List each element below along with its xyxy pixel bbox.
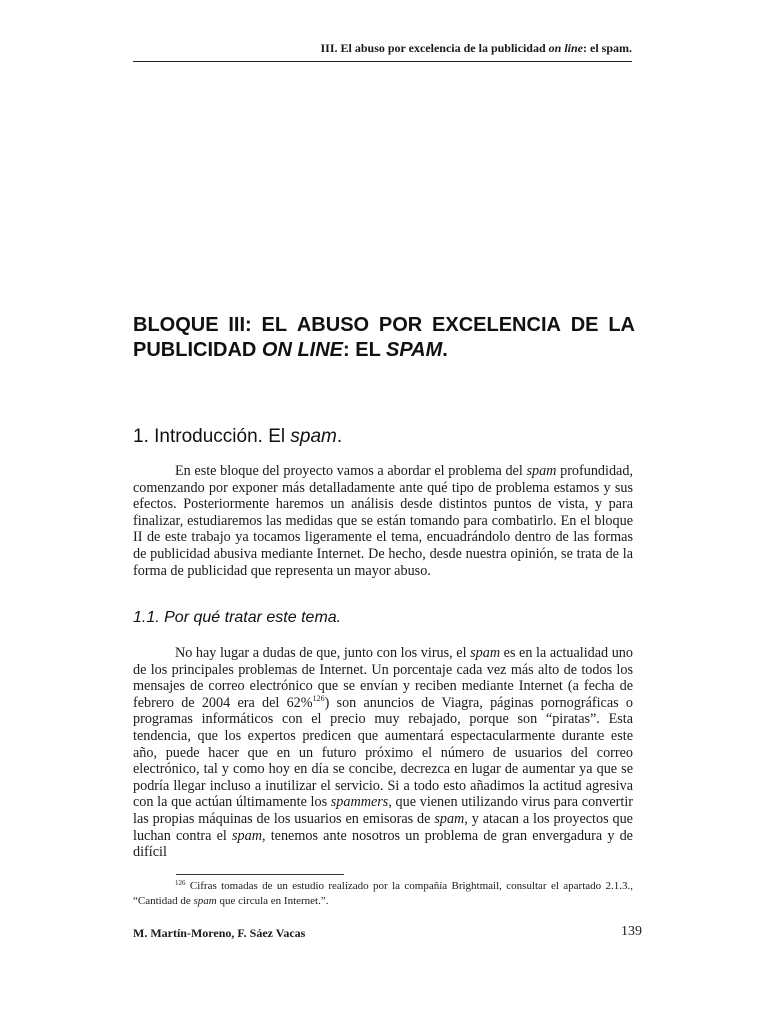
paragraph-italic: spam (232, 827, 262, 844)
footnote-text: que circula en Internet.”. (216, 895, 329, 907)
paragraph-italic: spam (434, 810, 465, 827)
block-title-text: . (442, 339, 448, 361)
paragraph-text: No hay lugar a dudas de que, junto con los virus, el (175, 645, 471, 661)
footnote-number: 126 (175, 879, 186, 887)
body-paragraph (133, 645, 633, 861)
paragraph-text: es en la actualidad uno de los principales problemas de Internet. Un porcentaje cada vez más alto de todos los mensajes de correo electrónico que se envían y reciben mediante Internet (a fecha de febrero de 2004 era del 62% (133, 645, 633, 711)
block-title-word: BLOQUE (133, 314, 219, 336)
paragraph-text: ) son anuncios de Viagra, páginas pornográficas o programas informáticos con el precio muy rebajado, porque son “piratas”. Esta tendencia, que los expertos predicen que aumentará espectacularmente durante este año, puede hacer que en un futuro próximo el número de usuarios del correo electrónico, tal y como hoy en día se concibe, decrezca en lugar de aumentar ya que se podría llegar incluso a inutilizar el servicio. Si a todo esto añadimos la actitud agresiva con la que actúan últimamente los (133, 694, 633, 811)
paragraph-text: , y atacan a los proyectos que luchan contra el (133, 810, 633, 844)
block-title-word: POR (378, 314, 423, 336)
block-title-italic: ON LINE (261, 339, 344, 361)
running-header (133, 40, 632, 56)
footnote (133, 879, 633, 909)
header-rule (133, 61, 632, 62)
block-title-word: EXCELENCIA (432, 314, 561, 336)
section-heading-italic: spam (290, 426, 337, 447)
paragraph-italic: spam (470, 645, 501, 661)
block-title-word: EL (261, 314, 288, 336)
paragraph-text: En este bloque del proyecto vamos a abordar el problema del (175, 463, 527, 479)
paragraph-text: , que vienen utilizando virus para convertir las propias máquinas de los usuarios en emisoras de (133, 794, 633, 827)
running-header-suffix: : el spam. (583, 41, 632, 55)
block-title-line1 (133, 313, 635, 338)
section-heading-text: 1. Introducción. El (133, 426, 291, 447)
block-title-text: PUBLICIDAD (133, 339, 262, 361)
subsection-heading: 1.1. Por qué tratar este tema. (133, 609, 342, 626)
block-title-word: DE (570, 314, 599, 336)
paragraph-text: profundidad, comenzando por exponer más detalladamente ante qué tipo de problema estamos y sus efectos. Posteriormente haremos un análisis desde distintos puntos de vista, y para finalizar, estudiaremos las medidas que se están tomando para combatirlo. En el bloque II de este trabajo ya tocamos ligeramente el tema, encuadrándolo dentro de las formas de publicidad abusiva mediante Internet. De hecho, desde nuestra opinión, se trata de la forma de publicidad que representa un mayor abuso. (133, 463, 633, 579)
footnote-rule (176, 874, 344, 875)
footnote-reference[interactable]: 126 (312, 693, 325, 703)
paragraph-italic: spam (526, 463, 557, 479)
section-heading-suffix: . (336, 426, 343, 447)
intro-paragraph (133, 463, 633, 579)
block-title-italic: SPAM (385, 339, 443, 361)
paragraph-italic: spammers (330, 794, 389, 811)
page-number: 139 (621, 924, 642, 939)
footnote-italic: spam (193, 895, 217, 907)
section-heading (133, 425, 633, 449)
paragraph-text: , tenemos ante nosotros un problema de gran envergadura y de difícil (133, 827, 633, 861)
block-title (133, 313, 635, 363)
footer-authors: M. Martín-Moreno, F. Sáez Vacas (133, 926, 306, 940)
block-title-text: : EL (343, 339, 386, 361)
footnote-text: Cifras tomadas de un estudio realizado por la compañía Brightmail, consultar el apartado 2.1.3., “Cantidad de (133, 880, 633, 907)
block-title-word: LA (608, 314, 635, 336)
block-title-word: III: (228, 314, 252, 336)
block-title-word: ABUSO (296, 314, 370, 336)
running-header-italic: on line (548, 41, 583, 55)
block-title-line2 (133, 338, 635, 363)
running-header-text: III. El abuso por excelencia de la publicidad (320, 41, 549, 55)
